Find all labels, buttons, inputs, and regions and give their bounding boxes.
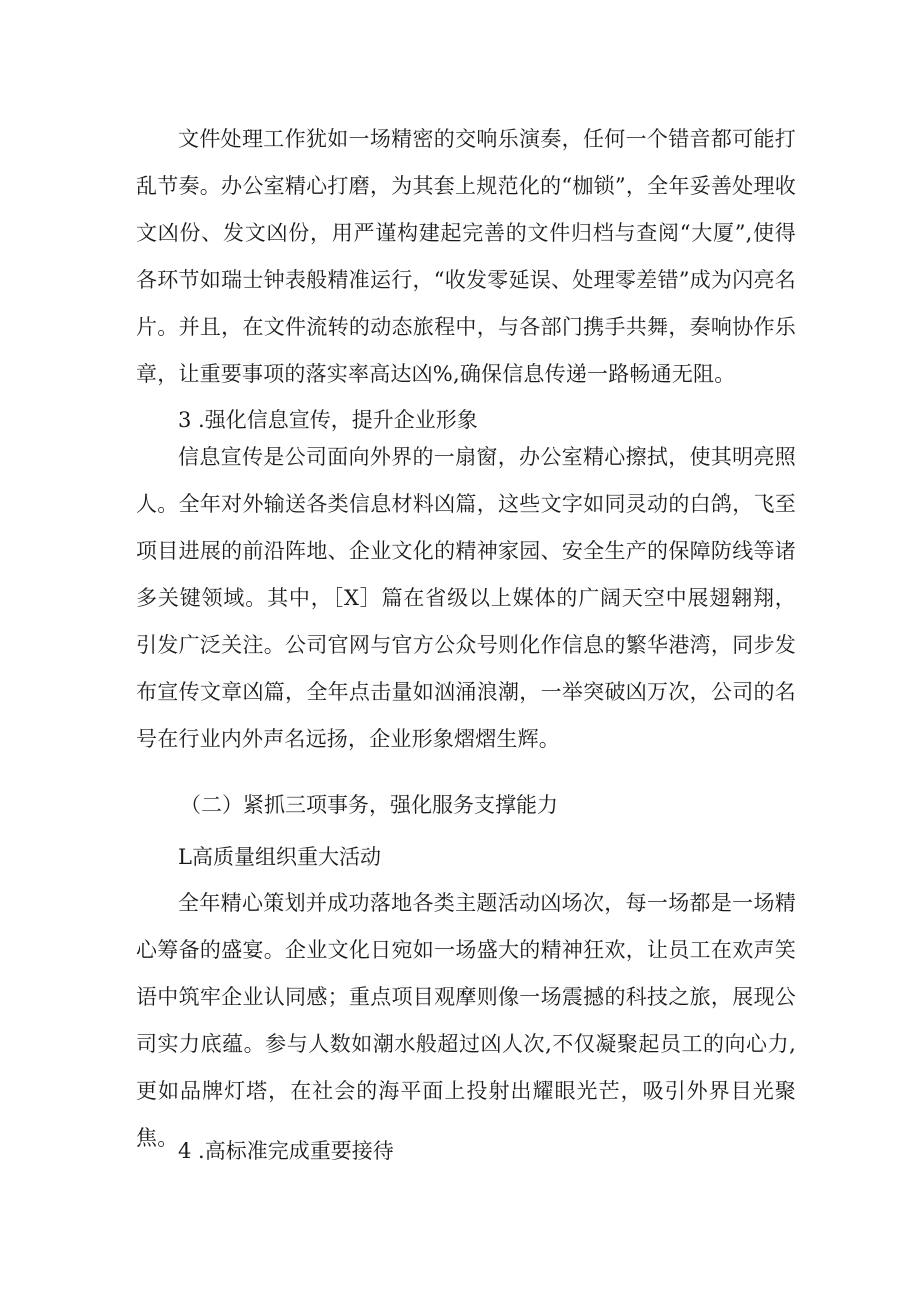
paragraph-file-processing: 文件处理工作犹如一场精密的交响乐演奏，任何一个错音都可能打乱节奏。办公室精心打磨，为其套上规范化的“枷锁”，全年妥善处理收文凶份、发文凶份，用严谨构建起完善的文件归档与查阅“大厦”,使得各环节如瑞士钟表般精准运行，“收发零延误、处理零差错”成为闪亮名片。并且，在文件流转的动态旅程中，与各部门携手共舞，奏响协作乐章，让重要事项的落实率高达凶%,确保信息传递一路畅通无阻。 (136, 127, 796, 386)
heading-important-reception: 4 .高标准完成重要接待 (178, 1139, 394, 1163)
heading-section-two: （二）紧抓三项事务，强化服务支撑能力 (180, 793, 558, 817)
heading-major-activities: L高质量组织重大活动 (178, 845, 381, 869)
paragraph-info-publicity: 信息宣传是公司面向外界的一扇窗，办公室精心擦拭，使其明亮照人。全年对外输送各类信息材料凶篇，这些文字如同灵动的白鸽，飞至项目进展的前沿阵地、企业文化的精神家园、安全生产的保障防线等诸多关键领域。其中，［X］篇在省级以上媒体的广阔天空中展翅翱翔，引发广泛关注。公司官网与官方公众号则化作信息的繁华港湾，同步发布宣传文章凶篇，全年点击量如汹涌浪潮，一举突破凶万次，公司的名号在行业内外声名远扬，企业形象熠熠生辉。 (136, 445, 796, 751)
paragraph-activities: 全年精心策划并成功落地各类主题活动凶场次，每一场都是一场精心筹备的盛宴。企业文化日宛如一场盛大的精神狂欢，让员工在欢声笑语中筑牢企业认同感；重点项目观摩则像一场震撼的科技之旅，展现公司实力底蕴。参与人数如潮水般超过凶人次,不仅凝聚起员工的向心力,更如品牌灯塔，在社会的海平面上投射出耀眼光芒，吸引外界目光聚焦。 (136, 891, 796, 1150)
heading-strengthen-info-publicity: 3 .强化信息宣传，提升企业形象 (178, 408, 478, 432)
